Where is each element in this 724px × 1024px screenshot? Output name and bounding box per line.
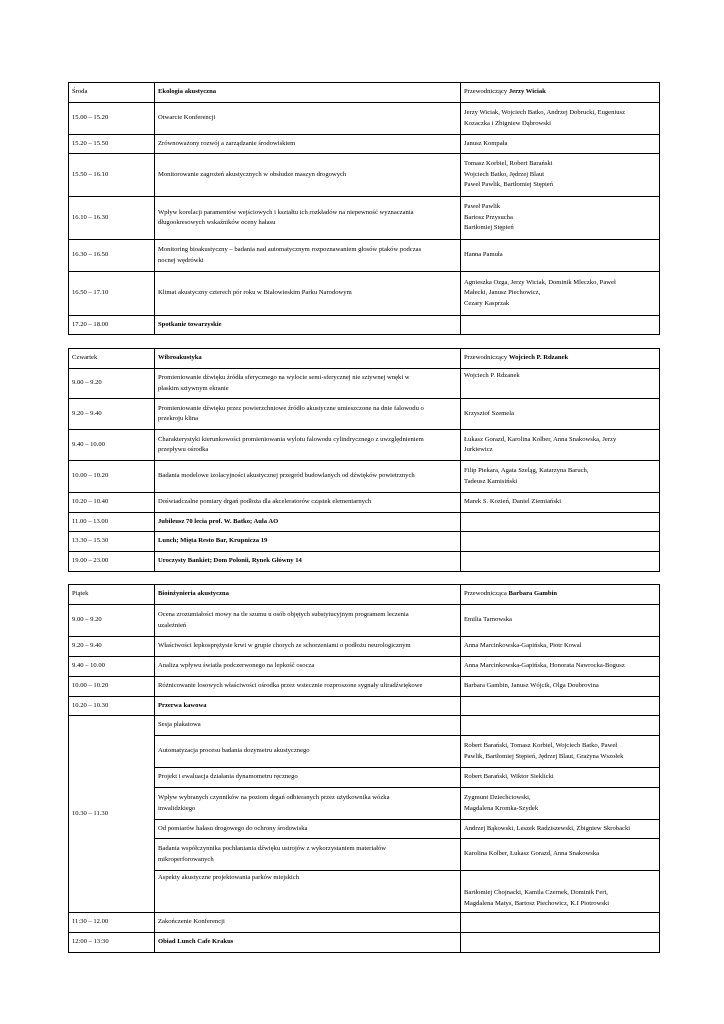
time-cell: 16.50 – 17.10 <box>69 272 155 316</box>
day-cell: Czwartek <box>69 349 155 369</box>
table-row <box>69 677 660 697</box>
talk-title: Monitoring bioakustyczny – badania nad automatycznym rozpoznawaniem głosów ptaków podczas nocnej wędrówki <box>155 240 461 272</box>
time-cell: 9.40 – 10.00 <box>69 430 155 461</box>
chair-cell: Przewodniczący Jerzy Wiciak <box>461 83 660 103</box>
authors-cell: Paweł Pawlik Bartosz Przysucha Bartłomiej Stępień <box>461 197 660 240</box>
poster-title: Projekt i ewaluacja działania dynamometru ręcznego <box>155 768 461 788</box>
poster-row <box>69 839 660 871</box>
schedule-friday <box>68 584 660 953</box>
time-cell: 9.20 – 9.40 <box>69 637 155 657</box>
session-title: Bioinżynieria akustyczna <box>155 585 461 605</box>
authors-cell: Bartłomiej Chojnacki, Kamila Czernek, Dominik Fert, Magdalena Matys, Bartosz Piechowicz, K.I Piotrowski <box>461 871 660 913</box>
table-row <box>69 272 660 316</box>
authors-cell: Tomasz Korbiel, Robert Barański Wojciech Batko, Jędrzej Blaut Paweł Pawlik, Bartłomiej Stępień <box>461 154 660 197</box>
chair-name: Wojciech P. Rdzanek <box>508 354 569 362</box>
table-row <box>69 135 660 154</box>
event-title: Lunch; Mięta Resto Bar, Krupnicza 19 <box>155 532 461 552</box>
talk-title: Charakterystyki kierunkowości promieniowania wylotu falowodu cylindrycznego z uwzględnieniem przepływu ośrodka <box>155 430 461 461</box>
talk-title: Ocena zrozumiałości mowy na tle szumu u osób objętych substytucyjnym programem leczenia uzależnień <box>155 605 461 637</box>
time-cell: 15.20 – 15.50 <box>69 135 155 154</box>
talk-title: Promieniowanie dźwięku źródła sferycznego na wylocie semi-sferycznej nie sztywnej wnęki w płaskim sztywnym ekranie <box>155 369 461 399</box>
time-cell: 11:30 – 12.00 <box>69 913 155 933</box>
authors-cell <box>461 913 660 933</box>
event-title: Przerwa kawowa <box>155 697 461 716</box>
chair-cell: Przewodniczący Wojciech P. Rdzanek <box>461 349 660 369</box>
chair-name: Jerzy Wiciak <box>508 88 546 96</box>
talk-title: Otwarcie Konferencji <box>155 103 461 135</box>
time-cell: 13.30 – 15.30 <box>69 532 155 552</box>
session-title: Wibroakustyka <box>155 349 461 369</box>
time-cell: 10.00 – 10.20 <box>69 677 155 697</box>
table-row <box>69 103 660 135</box>
authors-cell <box>461 697 660 716</box>
table-row <box>69 369 660 399</box>
poster-title: Aspekty akustyczne projektowania parków miejskich <box>155 871 461 913</box>
authors-cell: Janusz Kompała <box>461 135 660 154</box>
authors-cell <box>461 716 660 736</box>
authors-cell: Agnieszka Ozga, Jerzy Wiciak, Dominik Mleczko, Paweł Małecki, Janusz Piechowicz, Cezary Kasprzak <box>461 272 660 316</box>
table-row <box>69 697 660 716</box>
authors-cell: Filip Piekara, Agata Szeląg, Katarzyna Baruch, Tadeusz Kamisiński <box>461 461 660 493</box>
event-title: Jubileusz 70 lecia prof. W. Batko; Aula AO <box>155 513 461 532</box>
poster-row <box>69 736 660 768</box>
talk-title: Doświadczalne pomiary drgań podłoża dla akceleratorów cząstek elementarnych <box>155 493 461 513</box>
time-cell: 9.00 – 9.20 <box>69 605 155 637</box>
table-row <box>69 316 660 335</box>
chair-name: Barbara Gambin <box>508 590 558 598</box>
poster-row <box>69 788 660 820</box>
authors-cell: Karolina Kolber, Łukasz Gorazd, Anna Snakowska <box>461 839 660 871</box>
poster-row <box>69 820 660 839</box>
authors-cell: Jerzy Wiciak, Wojciech Batko, Andrzej Dobrucki, Eugeniusz Kozaczka i Zbigniew Dąbrowski <box>461 103 660 135</box>
time-cell: 15.50 – 16.10 <box>69 154 155 197</box>
time-cell: 10.00 – 10.20 <box>69 461 155 493</box>
authors-cell: Robert Barański, Tomasz Korbiel, Wojciech Batko, Paweł Pawlik, Bartłomiej Stępień, Jędrzej Blaut, Grażyna Wszołek <box>461 736 660 768</box>
talk-title: Wpływ korelacji paramentów wejściowych i kształtu ich rozkładów na niepewność wyznaczania długookresowych wskaźników oceny hałasu <box>155 197 461 240</box>
authors-cell: Emilia Tarnowska <box>461 605 660 637</box>
session-header-row <box>69 83 660 103</box>
table-row <box>69 637 660 657</box>
talk-title: Monitorowanie zagrożeń akustycznych w obsłudze maszyn drogowych <box>155 154 461 197</box>
authors-cell <box>461 552 660 572</box>
table-row <box>69 532 660 552</box>
authors-cell: Anna Marcinkowska-Gapińska, Honorata Nawrocka-Bogusz <box>461 657 660 677</box>
authors-cell: Hanna Pamuła <box>461 240 660 272</box>
poster-row <box>69 871 660 913</box>
time-cell: 9.00 – 9.20 <box>69 369 155 399</box>
authors-cell <box>461 933 660 953</box>
authors-cell: Robert Barański, Wiktor Sieklicki <box>461 768 660 788</box>
event-title: Obiad Lunch Cafe Krakus <box>155 933 461 953</box>
session-header-row <box>69 585 660 605</box>
time-cell: 16.10 – 16.30 <box>69 197 155 240</box>
table-row <box>69 552 660 572</box>
talk-title: Analiza wpływu światła podczerwonego na lepkość osocza <box>155 657 461 677</box>
time-cell: 17.20 – 18.00 <box>69 316 155 335</box>
talk-title: Promieniowanie dźwięku przez powierzchniowe źródło akustyczne umieszczone na dnie falowodu o przekroju klina <box>155 399 461 430</box>
day-cell: Piątek <box>69 585 155 605</box>
authors-cell: Łukasz Gorazd, Karolina Kolber, Anna Snakowska, Jerzy Jurkiewicz <box>461 430 660 461</box>
talk-title: Klimat akustyczny czterech pór roku w Białowieskim Parku Narodowym <box>155 272 461 316</box>
schedule-thursday <box>68 348 660 572</box>
time-cell: 9.40 – 10.00 <box>69 657 155 677</box>
time-cell: 9.20 – 9.40 <box>69 399 155 430</box>
table-row <box>69 430 660 461</box>
table-row <box>69 657 660 677</box>
talk-title: Różnicowanie losowych właściwości ośrodka przez wstecznie rozproszone sygnały ultradźwiękowe <box>155 677 461 697</box>
table-row <box>69 913 660 933</box>
poster-title: Wpływ wybranych czynników na poziom drgań odbieranych przez użytkownika wózka inwalidzkiego <box>155 788 461 820</box>
table-row <box>69 399 660 430</box>
event-title: Spotkanie towarzyskie <box>155 316 461 335</box>
poster-title: Badania współczynnika pochłaniania dźwięku ustrojów z wykorzystaniem materiałów mikroperforowanych <box>155 839 461 871</box>
event-title: Zakończenie Konferencji <box>155 913 461 933</box>
time-cell: 11.00 – 13.00 <box>69 513 155 532</box>
talk-title: Zrównoważony rozwój a zarządzanie środowiskiem <box>155 135 461 154</box>
session-title: Ekologia akustyczna <box>155 83 461 103</box>
authors-cell: Andrzej Bąkowski, Leszek Radziszewski, Zbigniew Skrobacki <box>461 820 660 839</box>
time-cell: 12:00 – 13:30 <box>69 933 155 953</box>
authors-cell: Zygmunt Dziechciowski, Magdalena Kromka-Szydek <box>461 788 660 820</box>
time-cell: 10.20 – 10.40 <box>69 493 155 513</box>
table-row <box>69 461 660 493</box>
authors-cell: Krzysztof Szemela <box>461 399 660 430</box>
talk-title: Badania modelowe izolacyjności akustycznej przegród budowlanych od dźwięków powietrznych <box>155 461 461 493</box>
chair-cell: Przewodnicząca Barbara Gambin <box>461 585 660 605</box>
authors-cell <box>461 513 660 532</box>
session-header-row <box>69 349 660 369</box>
table-row <box>69 197 660 240</box>
table-row <box>69 240 660 272</box>
time-cell: 15.00 – 15.20 <box>69 103 155 135</box>
schedule-wednesday <box>68 82 660 335</box>
time-cell: 19.00 – 23.00 <box>69 552 155 572</box>
talk-title: Właściwości lepkosprężyste krwi w grupie chorych ze schorzeniami o podłożu neurologicznym <box>155 637 461 657</box>
authors-cell: Barbara Gambin, Janusz Wójcik, Olga Doubrovina <box>461 677 660 697</box>
authors-cell: Wojciech P. Rdzanek <box>461 369 660 399</box>
table-row <box>69 513 660 532</box>
table-row <box>69 493 660 513</box>
poster-title: Od pomiarów hałasu drogowego do ochrony środowiska <box>155 820 461 839</box>
poster-session-row <box>69 716 660 736</box>
table-row <box>69 154 660 197</box>
authors-cell <box>461 316 660 335</box>
time-cell: 16.30 – 16.50 <box>69 240 155 272</box>
event-title: Uroczysty Bankiet; Dom Polonii, Rynek Główny 14 <box>155 552 461 572</box>
authors-cell: Marek S. Kozień, Daniel Ziemiański <box>461 493 660 513</box>
authors-cell: Anna Marcinkowska-Gapińska, Piotr Kowal <box>461 637 660 657</box>
table-row <box>69 605 660 637</box>
table-row <box>69 933 660 953</box>
time-cell: 10.30 – 11.30 <box>69 716 155 913</box>
poster-session-label: Sesja plakatowa <box>155 716 461 736</box>
poster-row <box>69 768 660 788</box>
poster-title: Automatyzacja procesu badania dozymetru akustycznego <box>155 736 461 768</box>
day-cell: Środa <box>69 83 155 103</box>
time-cell: 10.20 – 10.30 <box>69 697 155 716</box>
authors-cell <box>461 532 660 552</box>
